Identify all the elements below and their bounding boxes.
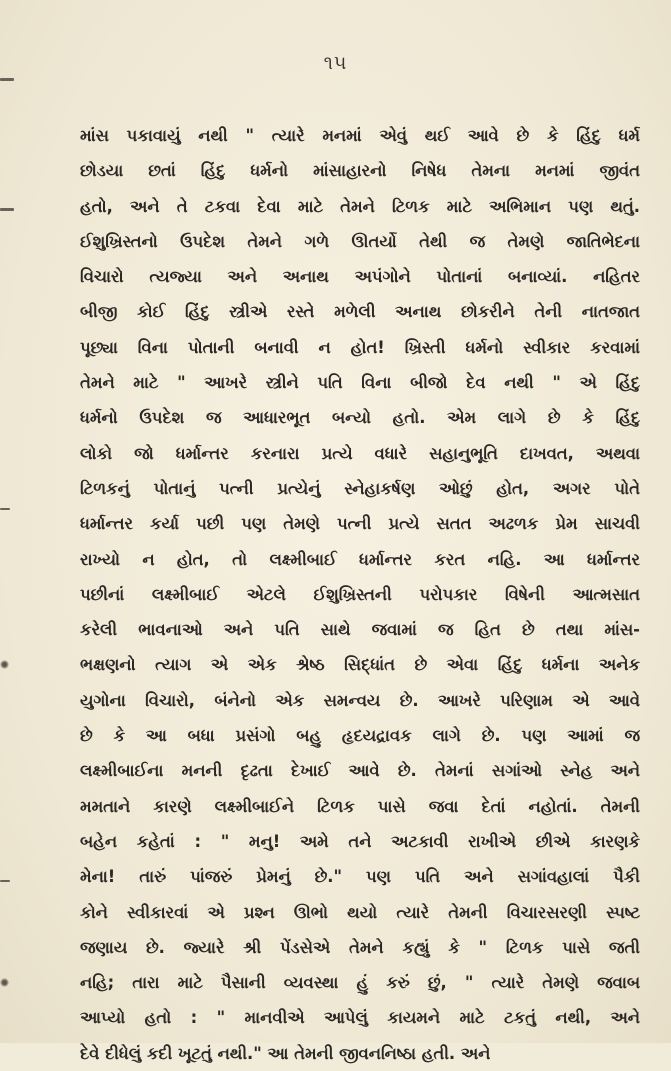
text-line: કોને સ્વીકારવાં એ પ્રશ્ન ઊભો થયો ત્યારે તેમની વિચારસરણી સ્પષ્ટ xyxy=(80,902,640,922)
binding-mark xyxy=(0,508,10,510)
text-line: તેમને માટે " આખરે સ્ત્રીને પતિ વિના બીજો દેવ નથી " એ હિંદુ xyxy=(80,373,640,393)
text-line: આપ્યો હતો : " માનવીએ આપેલું કાયમને માટે ટકતું નથી, અને xyxy=(80,1008,640,1028)
binding-mark xyxy=(0,660,9,669)
text-line: ઈશુખ્રિસ્તનો ઉપદેશ તેમને ગળે ઊતર્યો તેથી જ તેમણે જાતિભેદના xyxy=(80,231,640,251)
text-line: ધર્માન્તર કર્યા પછી પણ તેમણે પત્ની પ્રત્યે સતત અઢળક પ્રેમ સાચવી xyxy=(80,514,640,534)
text-line: છે કે આ બધા પ્રસંગો બહુ હૃદયદ્રાવક લાગે છે. પણ આમાં જ xyxy=(80,726,640,746)
binding-mark xyxy=(0,978,9,987)
body-text xyxy=(80,118,640,1071)
text-line: હતો, અને તે ટકવા દેવા માટે તેમને ટિળક માટે અભિમાન પણ થતું. xyxy=(80,196,640,216)
text-line: માંસ પકાવાયું નથી " ત્યારે મનમાં એવું થઈ આવે છે કે હિંદુ ધર્મ xyxy=(80,126,640,145)
text-line: ટિળકનું પોતાનું પત્ની પ્રત્યેનું સ્નેહાકર્ષણ ઓછું હોત, અગર પોતે xyxy=(80,478,640,498)
text-line: નહિ; તારા માટે પૈસાની વ્યવસ્થા હું કરું છું, " ત્યારે તેમણે જવાબ xyxy=(80,973,640,993)
text-line: વિચારો ત્યજ્યા અને અનાથ અપંગોને પોતાનાં બનાવ્યાં. નહિતર xyxy=(80,267,640,287)
binding-mark xyxy=(0,208,14,211)
text-line: મમતાને કારણે લક્ષ્મીબાઈને ટિળક પાસે જવા દેતાં નહોતાં. તેમની xyxy=(80,796,640,816)
text-line: પૂછ્યા વિના પોતાની બનાવી ન હોત! ખ્રિસ્તી ધર્મનો સ્વીકાર કરવામાં xyxy=(80,337,640,357)
text-line: બહેન કહેતાં : " મનુ! અમે તને અટકાવી રાખીએ છીએ કારણકે xyxy=(80,831,640,851)
text-line: યુગોના વિચારો, બંનેનો એક સમન્વય છે. આખરે પરિણામ એ આવે xyxy=(80,690,640,710)
text-line: બીજી કોઈ હિંદુ સ્ત્રીએ રસ્તે મળેલી અનાથ છોકરીને તેની નાતજાત xyxy=(80,302,640,322)
text-line: રાખ્યો ન હોત, તો લક્ષ્મીબાઈ ધર્માન્તર કરત નહિ. આ ધર્માન્તર xyxy=(80,549,640,569)
text-line: છોડયા છતાં હિંદુ ધર્મનો માંસાહારનો નિષેધ તેમના મનમાં જીવંત xyxy=(80,161,640,181)
text-line: પછીનાં લક્ષ્મીબાઈ એટલે ઈશુખ્રિસ્તની પરોપકાર વિષેની આત્મસાત xyxy=(80,584,640,604)
text-line: મેના! તારું પાંજરું પ્રેમનું છે." પણ પતિ અને સગાંવહાલાં પૈકી xyxy=(80,867,640,887)
page-number: ૧૫ xyxy=(323,52,348,74)
binding-mark xyxy=(0,78,14,81)
text-line: કરેલી ભાવનાઓ અને પતિ સાથે જવામાં જ હિત છે તથા માંસ- xyxy=(80,620,640,640)
text-line: દેવે દીધેલું કદી ખૂટતું નથી." આ તેમની જીવનનિષ્ઠા હતી. અને xyxy=(80,1043,491,1063)
text-line: ભક્ષણનો ત્યાગ એ એક શ્રેષ્ઠ સિદ્ધાંત છે એવા હિંદુ ધર્મના અનેક xyxy=(80,655,640,675)
text-line: લક્ષ્મીબાઈના મનની દૃઢતા દેખાઈ આવે છે. તેમનાં સગાંઓ સ્નેહ અને xyxy=(80,761,640,781)
binding-mark xyxy=(0,880,10,882)
text-line: જણાય છે. જ્યારે શ્રી પેંડસેએ તેમને કહ્યું કે " ટિળક પાસે જતી xyxy=(80,937,640,957)
text-line: લોકો જો ધર્માન્તર કરનારા પ્રત્યે વધારે સહાનુભૂતિ દાખવત, અથવા xyxy=(80,443,640,463)
text-line: ધર્મનો ઉપદેશ જ આધારભૂત બન્યો હતો. એમ લાગે છે કે હિંદુ xyxy=(80,408,640,428)
